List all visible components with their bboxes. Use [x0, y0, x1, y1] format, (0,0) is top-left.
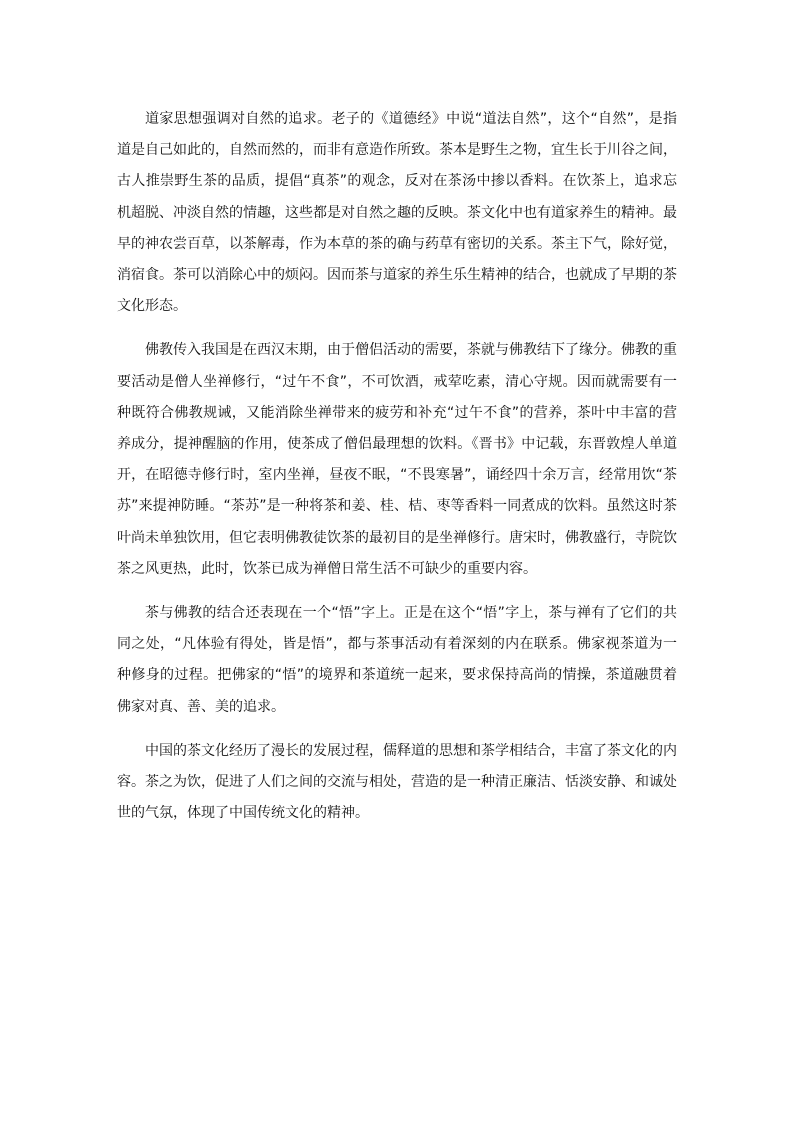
- document-body: [117, 104, 677, 829]
- paragraph-enlightenment: 茶与佛教的结合还表现在一个“悟”字上。正是在这个“悟”字上，茶与禅有了它们的共同之处，“凡体验有得处，皆是悟”，都与茶事活动有着深刻的内在联系。佛家视茶道为一种修身的过程。把佛家的“悟”的境界和茶道统一起来，要求保持高尚的情操，茶道融贯着佛家对真、善、美的追求。: [117, 605, 677, 715]
- paragraph-taoism: 道家思想强调对自然的追求。老子的《道德经》中说“道法自然”，这个“自然”，是指道是自己如此的，自然而然的，而非有意造作所致。茶本是野生之物，宜生长于川谷之间，古人推崇野生茶的品质，提倡“真茶”的观念，反对在茶汤中掺以香料。在饮茶上，追求忘机超脱、冲淡自然的情趣，这些都是对自然之趣的反映。茶文化中也有道家养生的精神。最早的神农尝百草，以茶解毒，作为本草的茶的确与药草有密切的关系。茶主下气，除好觉，消宿食。茶可以消除心中的烦闷。因而茶与道家的养生乐生精神的结合，也就成了早期的茶文化形态。: [117, 111, 677, 315]
- paragraph-conclusion: 中国的茶文化经历了漫长的发展过程，儒释道的思想和茶学相结合，丰富了茶文化的内容。茶之为饮，促进了人们之间的交流与相处，营造的是一种清正廉洁、恬淡安静、和诚处世的气氛，体现了中国传统文化的精神。: [117, 742, 677, 822]
- paragraph-buddhism: 佛教传入我国是在西汉末期，由于僧侣活动的需要，茶就与佛教结下了缘分。佛教的重要活动是僧人坐禅修行，“过午不食”，不可饮酒，戒荤吃素，清心守规。因而就需要有一种既符合佛教规诫，又能消除坐禅带来的疲劳和补充“过午不食”的营养，茶叶中丰富的营养成分，提神醒脑的作用，使茶成了僧侣最理想的饮料。《晋书》中记载，东晋敦煌人单道开，在昭德寺修行时，室内坐禅，昼夜不眠，“不畏寒暑”，诵经四十余万言，经常用饮“茶苏”来提神防睡。“茶苏”是一种将茶和姜、桂、桔、枣等香料一同煮成的饮料。虽然这时茶叶尚未单独饮用，但它表明佛教徒饮茶的最初目的是坐禅修行。唐宋时，佛教盛行，寺院饮茶之风更热，此时，饮茶已成为禅僧日常生活不可缺少的重要内容。: [117, 342, 677, 577]
